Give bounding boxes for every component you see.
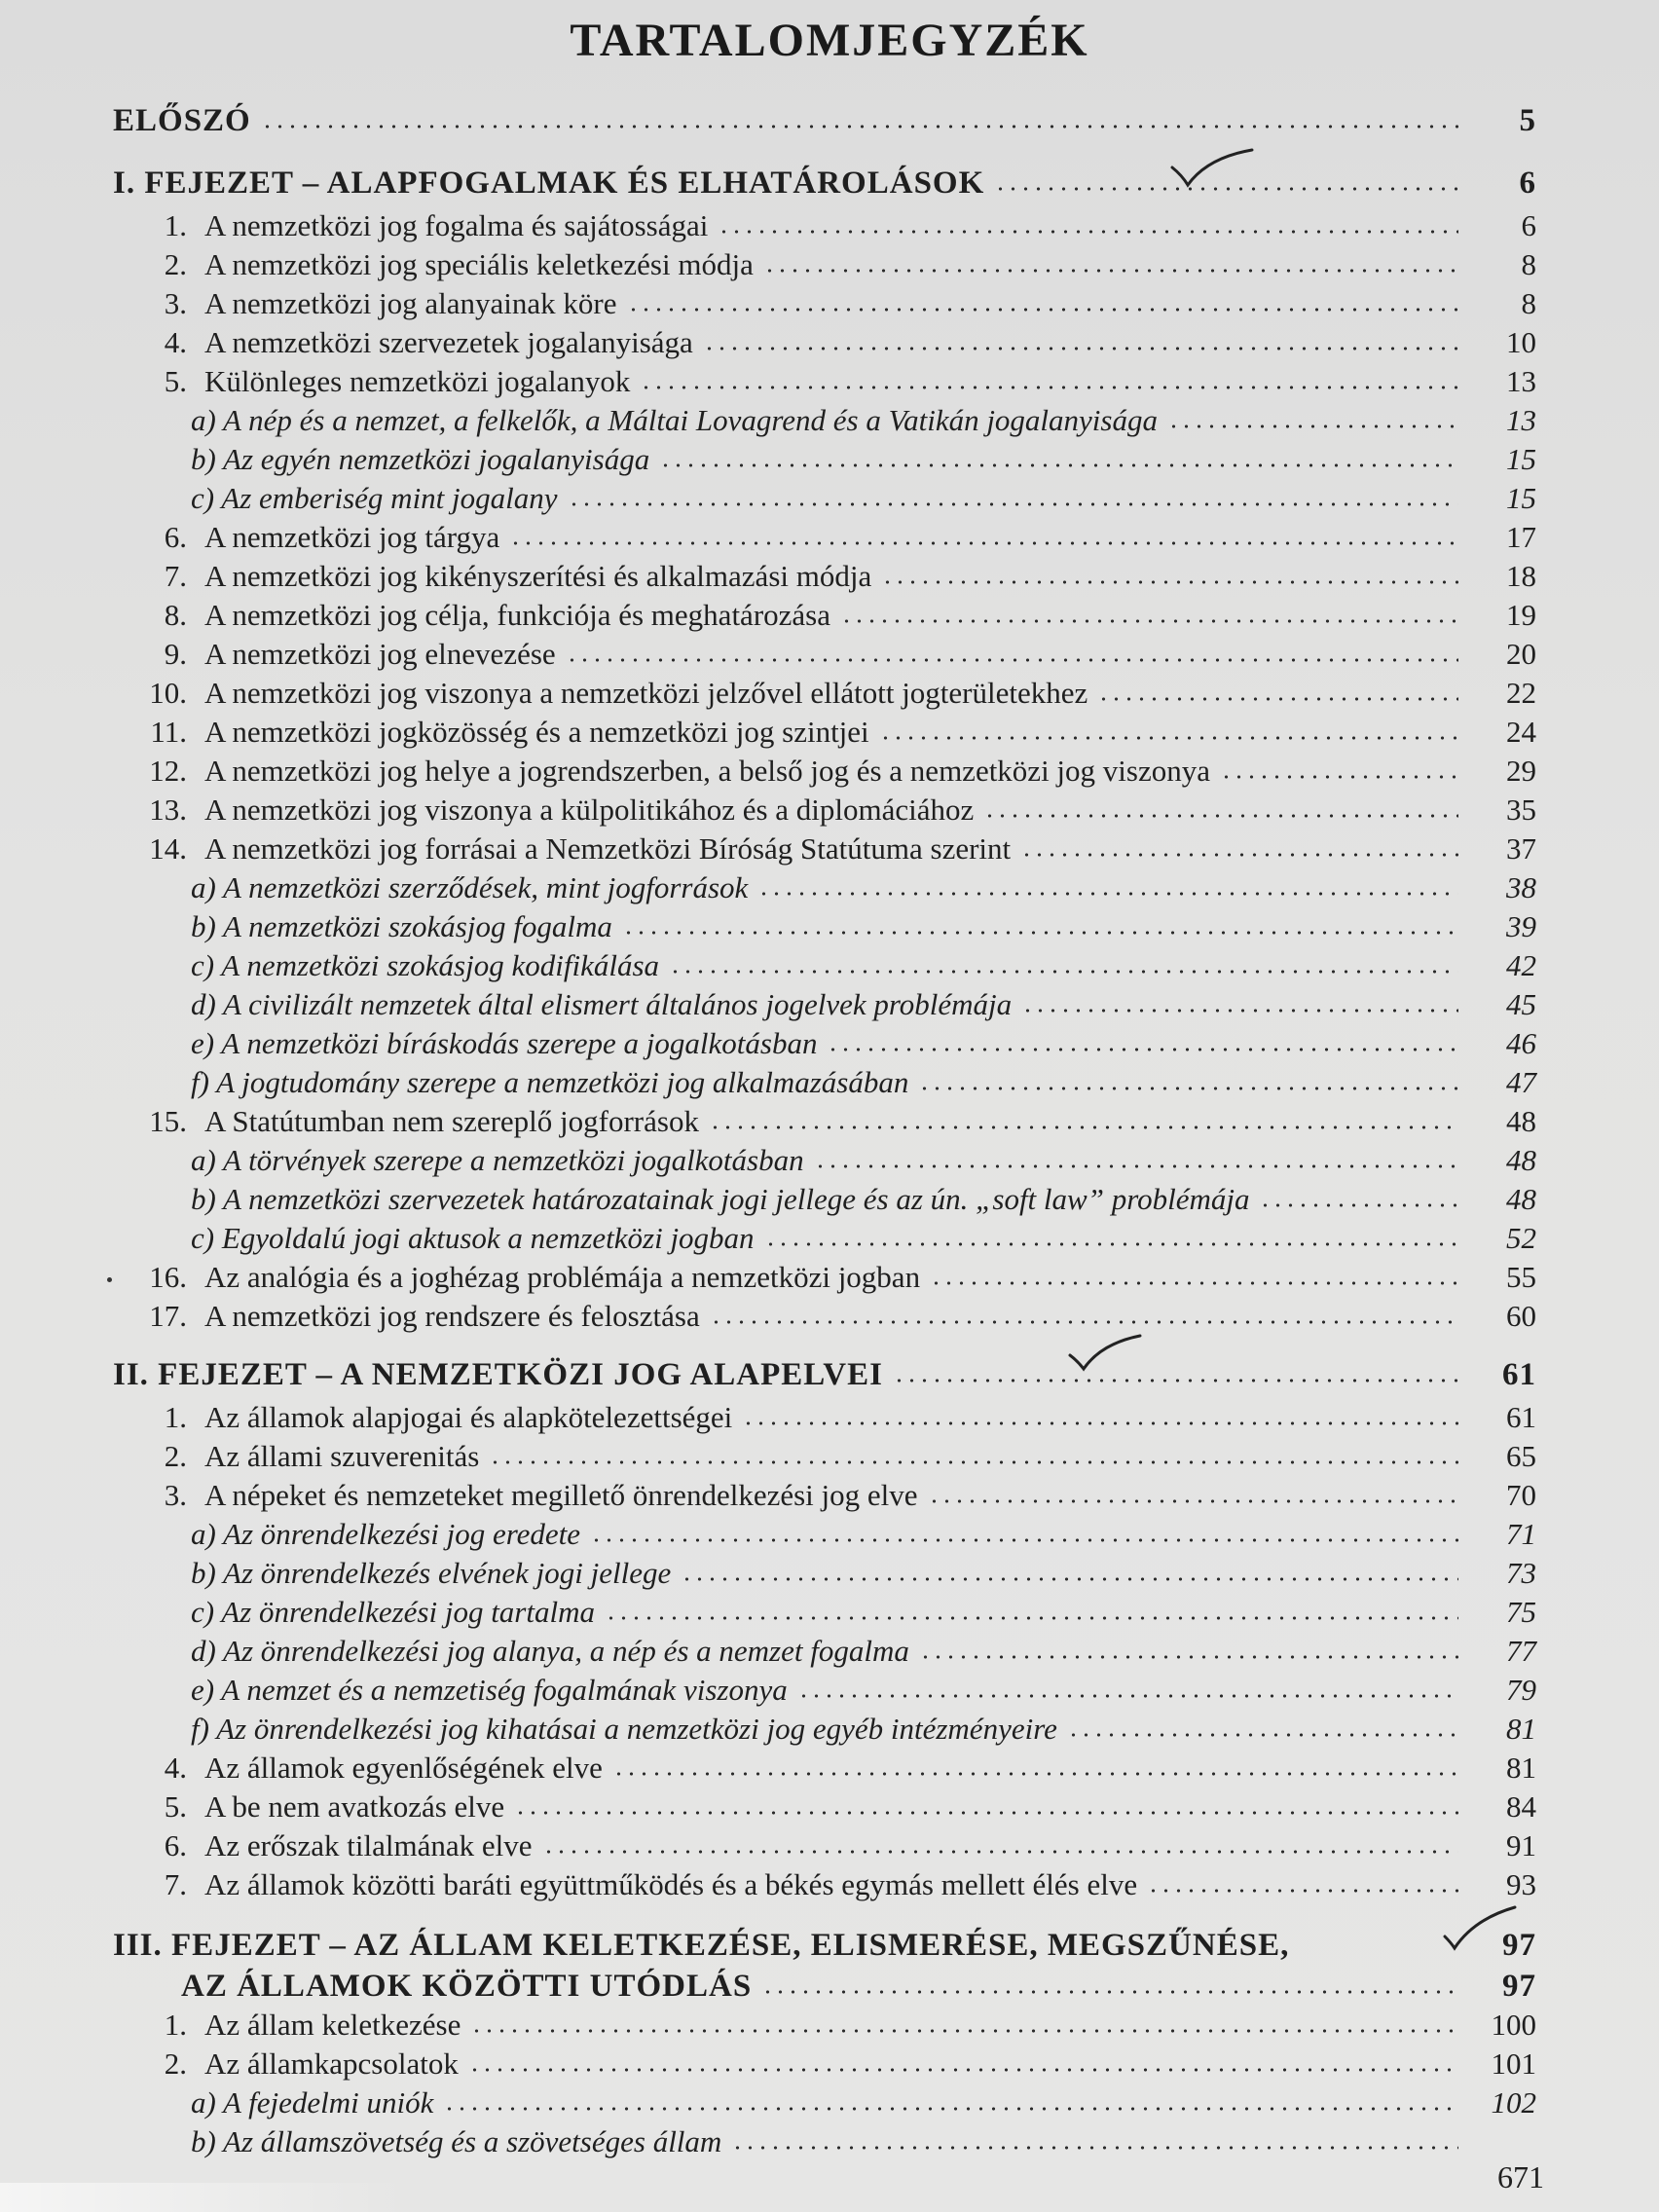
toc-entry-title	[144, 1826, 533, 1865]
toc-entry-title	[144, 791, 974, 830]
toc-entry-number: 5.	[164, 364, 187, 398]
stray-dot-mark	[107, 1277, 112, 1282]
toc-entry-page: 52	[1506, 1221, 1536, 1255]
toc-entry-label: a) A nemzetközi szerződések, mint jogforrások	[191, 870, 749, 904]
toc-entry-page: 48	[1506, 1143, 1536, 1177]
toc-entry	[0, 1515, 1659, 1554]
toc-entry-number: 12.	[149, 754, 187, 788]
dot-leader	[542, 1850, 1458, 1854]
toc-entry-page: 47	[1506, 1065, 1536, 1099]
toc-entry-page: 93	[1506, 1867, 1536, 1901]
toc-entry	[0, 830, 1659, 868]
dot-leader	[879, 736, 1458, 740]
dot-leader	[1020, 853, 1458, 857]
toc-entry	[0, 1593, 1659, 1632]
toc-entry-number: 6.	[164, 520, 187, 554]
handwritten-checkmark-icon	[1441, 1903, 1519, 1952]
toc-entry-title	[191, 1141, 804, 1180]
toc-entry-label: Az állami szuverenitás	[204, 1439, 480, 1473]
toc-entry	[0, 1180, 1659, 1219]
toc-entry-title	[144, 635, 556, 674]
toc-entry	[0, 791, 1659, 830]
toc-entry-title	[113, 1924, 1289, 1967]
toc-entry	[0, 752, 1659, 791]
toc-entry-title	[191, 907, 612, 946]
dot-leader	[514, 1811, 1458, 1815]
dot-leader	[881, 580, 1458, 584]
dot-leader	[640, 386, 1458, 389]
dot-leader	[761, 1990, 1458, 1994]
toc-entry-page: 38	[1506, 870, 1536, 904]
toc-entry-number: 13.	[149, 793, 187, 827]
toc-entry	[0, 362, 1659, 401]
toc-entry-label: d) Az önrendelkezési jog alanya, a nép és a nemzet fogalma	[191, 1634, 909, 1668]
toc-entry-label: f) A jogtudomány szerepe a nemzetközi jog alkalmazásában	[191, 1065, 909, 1099]
dot-leader	[1147, 1889, 1458, 1893]
toc-entry-label: Különleges nemzetközi jogalanyok	[204, 364, 631, 398]
toc-entry	[0, 160, 1659, 206]
toc-entry-number: 1.	[164, 2008, 187, 2042]
toc-entry	[0, 1924, 1659, 1967]
toc-entry-label: e) A nemzetközi bíráskodás szerepe a jogalkotásban	[191, 1026, 818, 1060]
toc-entry-page: 29	[1506, 754, 1536, 788]
dot-leader	[763, 269, 1458, 273]
toc-entry-page: 101	[1491, 2046, 1536, 2081]
toc-entry-number: 2.	[164, 247, 187, 281]
toc-entry-page: 19	[1506, 598, 1536, 632]
toc-entry-label: b) A nemzetközi szervezetek határozatainak jogi jellege és az ún. „soft law” problémája	[191, 1182, 1250, 1216]
dot-leader	[1067, 1733, 1458, 1737]
dot-leader	[919, 1655, 1458, 1659]
toc-entry-title	[191, 1024, 817, 1063]
toc-entry	[0, 1967, 1659, 2006]
toc-entry-label: I. FEJEZET – ALAPFOGALMAK ÉS ELHATÁROLÁSOK	[113, 166, 985, 201]
dot-leader	[709, 1125, 1458, 1129]
toc-entry-label: c) A nemzetközi szokásjog kodifikálása	[191, 948, 660, 982]
toc-entry-page: 65	[1506, 1439, 1536, 1473]
toc-entry-title	[144, 1749, 603, 1788]
toc-entry	[0, 1024, 1659, 1063]
dot-leader	[612, 1772, 1458, 1776]
toc-entry-title	[144, 557, 871, 596]
toc-entry	[0, 1671, 1659, 1710]
toc-entry-label: a) A nép és a nemzet, a felkelők, a Máltai Lovagrend és a Vatikán jogalanyisága	[191, 403, 1158, 437]
dot-leader	[489, 1460, 1458, 1464]
dot-leader	[893, 1379, 1458, 1382]
toc-entry-page: 48	[1506, 1104, 1536, 1138]
toc-entry	[0, 1632, 1659, 1671]
toc-entry	[0, 946, 1659, 985]
dot-leader	[470, 2029, 1458, 2033]
dot-leader	[605, 1616, 1458, 1620]
dot-leader	[590, 1538, 1458, 1542]
toc-entry-title	[191, 1593, 595, 1632]
toc-entry-page: 71	[1506, 1517, 1536, 1551]
toc-entry-page: 97	[1502, 1969, 1536, 2004]
toc-entry-label: A nemzetközi jog rendszere és felosztása	[204, 1299, 700, 1333]
toc-entry-title	[144, 1297, 700, 1336]
dot-leader	[718, 230, 1458, 234]
toc-entry-title	[191, 1180, 1249, 1219]
toc-entry-page: 61	[1506, 1400, 1536, 1434]
toc-entry-number: 2.	[164, 2046, 187, 2081]
toc-entry-page: 37	[1506, 831, 1536, 866]
dot-leader	[681, 1577, 1458, 1581]
toc-entry-title	[144, 830, 1011, 868]
dot-leader	[930, 1281, 1458, 1285]
toc-entry-label: f) Az önrendelkezési jog kihatásai a nemzetközi jog egyéb intézményeire	[191, 1712, 1057, 1746]
toc-entry-label: d) A civilizált nemzetek által elismert általános jogelvek problémája	[191, 987, 1013, 1021]
toc-entry-title	[191, 2122, 721, 2161]
toc-entry	[0, 1437, 1659, 1476]
toc-entry-label: A nemzetközi jog forrásai a Nemzetközi Bíróság Statútuma szerint	[204, 831, 1012, 866]
toc-entry-label: b) Az egyén nemzetközi jogalanyisága	[191, 442, 650, 476]
toc-entry-title	[144, 1398, 732, 1437]
dot-leader	[827, 1048, 1458, 1051]
dot-leader	[669, 970, 1458, 974]
toc-entry-title	[191, 440, 649, 479]
toc-entry-label: A nemzetközi jog viszonya a nemzetközi jelzővel ellátott jogterületekhez	[204, 676, 1088, 710]
toc-entry-page: 24	[1506, 715, 1536, 749]
toc-entry-title	[191, 1554, 671, 1593]
toc-entry	[0, 557, 1659, 596]
toc-entry-number: 3.	[164, 1478, 187, 1512]
toc-entry-label: Az államok egyenlőségének elve	[204, 1751, 603, 1785]
toc-entry-label: A nemzetközi jogközösség és a nemzetközi jog szintjei	[204, 715, 869, 749]
toc-entry-label: b) Az államszövetség és a szövetséges állam	[191, 2124, 722, 2158]
dot-leader	[928, 1499, 1458, 1503]
toc-entry	[0, 596, 1659, 635]
dot-leader	[509, 541, 1458, 545]
toc-entry-title	[191, 401, 1158, 440]
dot-leader	[566, 658, 1458, 662]
toc-entry-number: 11.	[150, 715, 187, 749]
toc-entry-label: A be nem avatkozás elve	[204, 1789, 505, 1824]
dot-leader	[622, 931, 1458, 935]
dot-leader	[1259, 1203, 1458, 1207]
dot-leader	[659, 463, 1458, 467]
toc-entry-page: 17	[1506, 520, 1536, 554]
toc-entry	[0, 1063, 1659, 1102]
toc-entry-label: Az analógia és a joghézag problémája a nemzetközi jogban	[204, 1260, 921, 1294]
toc-entry-label: Az államok közötti baráti együttműködés és a békés egymás mellett élés elve	[204, 1867, 1138, 1901]
toc-entry-title	[144, 1437, 479, 1476]
watermark-fade	[0, 2183, 409, 2212]
toc-entry-page: 15	[1506, 481, 1536, 515]
toc-entry-page: 20	[1506, 637, 1536, 671]
toc-entry	[0, 323, 1659, 362]
toc-entry-number: 4.	[164, 325, 187, 359]
toc-entry	[0, 1398, 1659, 1437]
toc-entry-page: 39	[1506, 909, 1536, 943]
toc-entry-label: a) A fejedelmi uniók	[191, 2085, 434, 2120]
dot-leader	[468, 2068, 1458, 2072]
toc-entry-number: 6.	[164, 1828, 187, 1862]
dot-leader	[1097, 697, 1458, 701]
dot-leader	[1021, 1009, 1458, 1013]
toc-entry-label: A nemzetközi jog viszonya a külpolitikához és a diplomáciához	[204, 793, 975, 827]
toc-entry-page: 13	[1506, 364, 1536, 398]
toc-entry-label: II. FEJEZET – A NEMZETKÖZI JOG ALAPELVEI	[113, 1357, 883, 1392]
toc-entry	[0, 2006, 1659, 2045]
toc-entry-number: 2.	[164, 1439, 187, 1473]
toc-entry-number: 7.	[164, 1867, 187, 1901]
dot-leader	[814, 1164, 1458, 1168]
toc-entry-page: 5	[1519, 103, 1536, 138]
toc-entry-label: c) Az önrendelkezési jog tartalma	[191, 1595, 595, 1629]
toc-entry-title	[144, 752, 1210, 791]
toc-entry-label: A népeket és nemzeteket megillető önrendelkezési jog elve	[204, 1478, 918, 1512]
dot-leader	[983, 814, 1458, 818]
toc-entry-title	[144, 596, 830, 635]
toc-entry-label: A nemzetközi jog kikényszerítési és alkalmazási módja	[204, 559, 872, 593]
dot-leader	[918, 1087, 1458, 1090]
toc-entry-label: A nemzetközi jog tárgya	[204, 520, 500, 554]
dot-leader	[840, 619, 1458, 623]
toc-entry-label: c) Az emberiség mint jogalany	[191, 481, 558, 515]
toc-entry-label: III. FEJEZET – AZ ÁLLAM KELETKEZÉSE, ELISMERÉSE, MEGSZŰNÉSE,	[113, 1928, 1290, 1963]
toc-entry	[0, 1297, 1659, 1336]
toc-entry-label: A nemzetközi jog fogalma és sajátosságai	[204, 208, 709, 242]
toc-entry	[0, 245, 1659, 284]
toc-entry-title	[144, 362, 630, 401]
toc-entry-title	[191, 479, 558, 518]
toc-entry-title	[191, 985, 1012, 1024]
handwritten-checkmark-icon	[1066, 1332, 1144, 1373]
dot-leader	[764, 1242, 1458, 1246]
toc-entry-number: 7.	[164, 559, 187, 593]
toc-entry	[0, 1351, 1659, 1398]
toc-entry-title	[191, 1710, 1057, 1749]
toc-entry	[0, 907, 1659, 946]
toc-entry	[0, 1102, 1659, 1141]
toc-entry-title	[191, 946, 659, 985]
toc-entry	[0, 713, 1659, 752]
toc-entry	[0, 284, 1659, 323]
toc-entry-page: 77	[1506, 1634, 1536, 1668]
toc-entry-page: 48	[1506, 1182, 1536, 1216]
toc-entry-label: b) A nemzetközi szokásjog fogalma	[191, 909, 612, 943]
toc-entry-title	[144, 245, 754, 284]
toc-entry	[0, 518, 1659, 557]
dot-leader	[443, 2107, 1458, 2111]
toc-entry	[0, 1710, 1659, 1749]
toc-entry-number: 3.	[164, 286, 187, 320]
toc-entry-title	[113, 160, 984, 206]
dot-leader	[703, 347, 1458, 350]
toc-entry	[0, 1865, 1659, 1904]
toc-entry	[0, 479, 1659, 518]
toc-entry-label: A nemzetközi jog alanyainak köre	[204, 286, 617, 320]
toc-entry-page: 46	[1506, 1026, 1536, 1060]
toc-entry-title	[113, 97, 251, 144]
toc-entry-title	[191, 1671, 788, 1710]
toc-entry-page: 8	[1521, 286, 1536, 320]
toc-entry-title	[144, 713, 869, 752]
toc-entry-label: e) A nemzet és a nemzetiség fogalmának viszonya	[191, 1673, 788, 1707]
toc-entry-title	[191, 1219, 755, 1258]
toc-entry	[0, 97, 1659, 144]
toc-entry-page: 45	[1506, 987, 1536, 1021]
toc-entry-number: 5.	[164, 1789, 187, 1824]
toc-entry-title	[191, 1515, 580, 1554]
toc-entry-label: Az államok alapjogai és alapkötelezettségei	[204, 1400, 733, 1434]
toc-entry-page: 73	[1506, 1556, 1536, 1590]
toc-entry-title	[191, 2083, 433, 2122]
dot-leader	[710, 1320, 1458, 1324]
handwritten-checkmark-icon	[1168, 146, 1256, 190]
toc-entry	[0, 635, 1659, 674]
toc-entry-label: a) Az önrendelkezési jog eredete	[191, 1517, 581, 1551]
toc-entry-label: A nemzetközi jog helye a jogrendszerben, a belső jog és a nemzetközi jog viszonya	[204, 754, 1210, 788]
dot-leader	[731, 2146, 1458, 2150]
toc-entry-number: 1.	[164, 1400, 187, 1434]
toc-entry	[0, 440, 1659, 479]
toc-entry	[0, 1826, 1659, 1865]
toc-entry	[0, 1141, 1659, 1180]
toc-entry-title	[144, 518, 499, 557]
toc-entry-page: 81	[1506, 1751, 1536, 1785]
toc-entry	[0, 868, 1659, 907]
toc-entry-label: A nemzetközi jog elnevezése	[204, 637, 556, 671]
toc-entry-page: 35	[1506, 793, 1536, 827]
toc-entry-number: 9.	[164, 637, 187, 671]
toc-entry-page: 70	[1506, 1478, 1536, 1512]
toc-entry-page: 91	[1506, 1828, 1536, 1862]
dot-leader	[1220, 775, 1458, 779]
toc-entry-number: 15.	[149, 1104, 187, 1138]
toc-entry-page: 61	[1502, 1357, 1536, 1392]
toc-entry-label: c) Egyoldalú jogi aktusok a nemzetközi jogban	[191, 1221, 755, 1255]
dot-leader	[742, 1421, 1458, 1425]
toc-entry	[0, 1788, 1659, 1826]
dot-leader	[568, 502, 1458, 506]
toc-entry-label: A nemzetközi jog speciális keletkezési módja	[204, 247, 754, 281]
toc-entry-page: 60	[1506, 1299, 1536, 1333]
toc-entry-title	[144, 674, 1088, 713]
toc-entry-page: 18	[1506, 559, 1536, 593]
toc-entry-page: 84	[1506, 1789, 1536, 1824]
toc-entry-title	[113, 1351, 883, 1398]
toc-entry-title	[144, 323, 693, 362]
toc-entry-title	[181, 1967, 752, 2006]
toc-entry-page: 79	[1506, 1673, 1536, 1707]
toc-entry-page: 22	[1506, 676, 1536, 710]
toc-entry-number: 14.	[149, 831, 187, 866]
toc-entry-page: 8	[1521, 247, 1536, 281]
toc-entry-title	[144, 1788, 504, 1826]
toc-entry-page: 42	[1506, 948, 1536, 982]
toc-entry-title	[144, 1258, 920, 1297]
toc-entry	[0, 674, 1659, 713]
toc-entry-number: 8.	[164, 598, 187, 632]
toc-entry	[0, 2083, 1659, 2122]
toc-entry-label: b) Az önrendelkezés elvének jogi jellege	[191, 1556, 672, 1590]
toc-entry-title	[144, 1476, 918, 1515]
toc-entry-number: 1.	[164, 208, 187, 242]
toc-entry-page: 6	[1519, 166, 1536, 201]
toc-entry-title	[144, 284, 617, 323]
toc-entry	[0, 1258, 1659, 1297]
toc-entry-title	[144, 1102, 699, 1141]
page-number: 671	[1497, 2159, 1544, 2194]
toc-entry-page: 13	[1506, 403, 1536, 437]
toc-entry-number: 17.	[149, 1299, 187, 1333]
toc-entry-page: 97	[1502, 1928, 1536, 1963]
dot-leader	[757, 892, 1458, 896]
toc-entry	[0, 2045, 1659, 2083]
toc-entry-page: 100	[1491, 2008, 1536, 2042]
toc-entry-number: 4.	[164, 1751, 187, 1785]
toc-entry-title	[191, 1063, 908, 1102]
toc-entry-page: 81	[1506, 1712, 1536, 1746]
toc-entry	[0, 1219, 1659, 1258]
toc-entry	[0, 401, 1659, 440]
toc-entry	[0, 1749, 1659, 1788]
toc-entry-label: A nemzetközi szervezetek jogalanyisága	[204, 325, 693, 359]
toc-entry	[0, 206, 1659, 245]
toc-entry-label: A Statútumban nem szereplő jogforrások	[204, 1104, 699, 1138]
toc-entry-label: Az állam keletkezése	[204, 2008, 461, 2042]
toc-entry-label: Az államkapcsolatok	[204, 2046, 459, 2081]
toc-entry	[0, 1554, 1659, 1593]
toc-entry-label: A nemzetközi jog célja, funkciója és meghatározása	[204, 598, 830, 632]
toc-entry	[0, 2122, 1659, 2161]
toc-entry-label: ELŐSZÓ	[113, 103, 251, 138]
toc-entry-page: 75	[1506, 1595, 1536, 1629]
toc-entry-title	[144, 206, 708, 245]
toc-entry-label: Az erőszak tilalmának elve	[204, 1828, 533, 1862]
toc-entry-page: 102	[1491, 2085, 1536, 2120]
dot-leader	[261, 125, 1458, 129]
dot-leader	[627, 308, 1458, 312]
toc-entry	[0, 985, 1659, 1024]
toc-entry-title	[144, 1865, 1137, 1904]
toc-entry-title	[191, 868, 748, 907]
toc-entry-number: 16.	[149, 1260, 187, 1294]
toc-entry-title	[144, 2045, 459, 2083]
table-of-contents	[0, 97, 1659, 2161]
dot-leader	[1167, 424, 1458, 428]
toc-entry-title	[191, 1632, 909, 1671]
toc-entry-page: 55	[1506, 1260, 1536, 1294]
toc-entry-label: AZ ÁLLAMOK KÖZÖTTI UTÓDLÁS	[181, 1969, 753, 2004]
page-title: TARTALOMJEGYZÉK	[570, 15, 1089, 66]
toc-entry	[0, 1476, 1659, 1515]
toc-entry-page: 10	[1506, 325, 1536, 359]
toc-entry-label: a) A törvények szerepe a nemzetközi jogalkotásban	[191, 1143, 804, 1177]
toc-entry-page: 6	[1521, 208, 1536, 242]
toc-entry-title	[144, 2006, 461, 2045]
dot-leader	[797, 1694, 1458, 1698]
toc-entry-page: 15	[1506, 442, 1536, 476]
toc-entry-number: 10.	[149, 676, 187, 710]
